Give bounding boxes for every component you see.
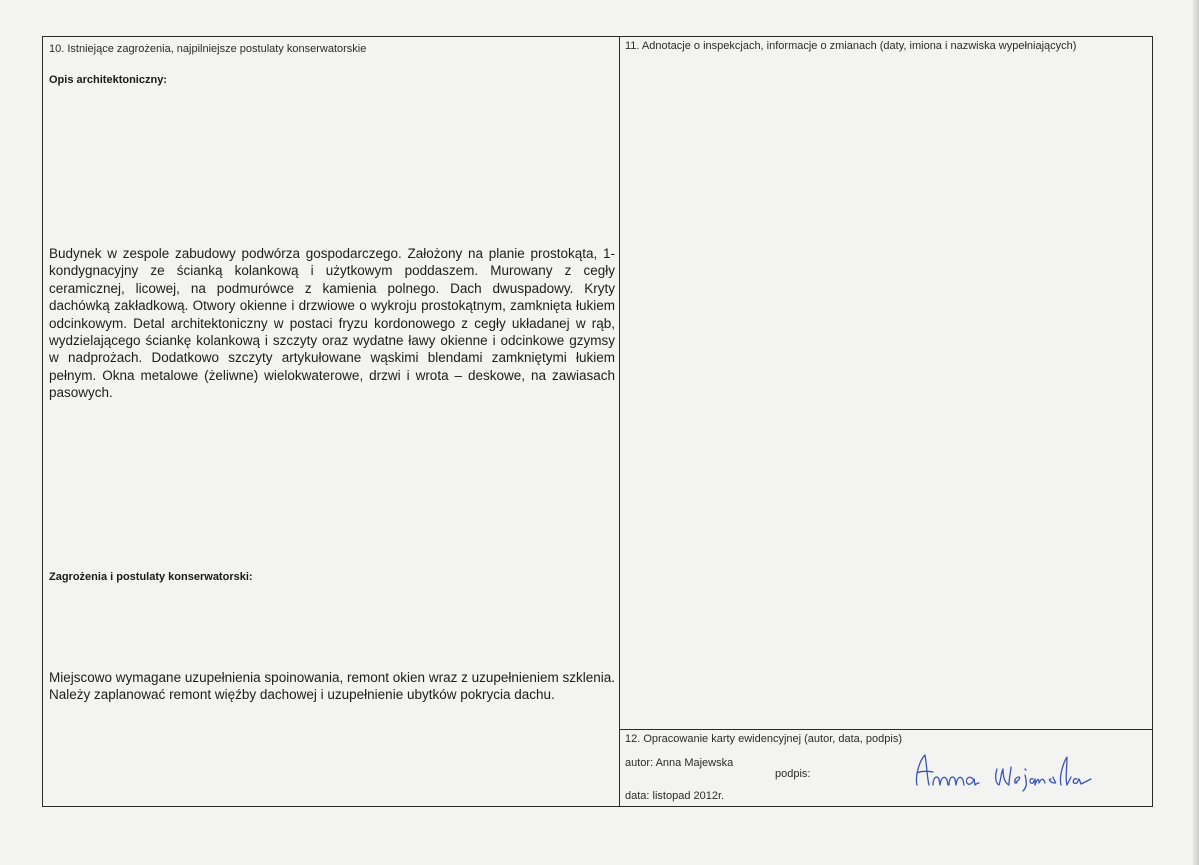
section-11 — [625, 37, 1149, 727]
section-11-label: 11. Adnotacje o inspekcjach, informacje o zmianach (daty, imiona i nazwiska wypełniających) — [625, 40, 1077, 52]
column-divider — [619, 37, 620, 806]
page-edge — [1193, 0, 1199, 865]
threats-heading: Zagrożenia i postulaty konserwatorski: — [49, 571, 253, 583]
form-frame — [42, 36, 1153, 807]
date-line: data: listopad 2012r. — [625, 790, 725, 802]
author-line: autor: Anna Majewska — [625, 757, 734, 769]
arch-description-heading: Opis architektoniczny: — [49, 74, 167, 86]
section-12-label: 12. Opracowanie karty ewidencyjnej (autor, data, podpis) — [625, 733, 902, 745]
handwritten-signature — [911, 749, 1101, 793]
section-10 — [49, 37, 615, 806]
section-12 — [625, 731, 1149, 807]
arch-description-text: Budynek w zespole zabudowy podwórza gospodarczego. Założony na planie prostokąta, 1-kondygnacyjny ze ścianką kolankową i użytkowym poddaszem. Murowany z cegły ceramicznej, licowej, na podmurówce z kamienia polnego. Dach dwuspadowy. Kryty dachówką zakładkową. Otwory okienne i drzwiowe o wykroju prostokątnym, zamknięta łukiem odcinkowym. Detal architektoniczny w postaci fryzu kordonowego z cegły układanej w rąb, wydzielającego ściankę kolankową i szczyty oraz wydatne ławy okienne i odcinkowe gzymsy w nadprożach. Dodatkowo szczyty artykułowane wąskimi blendami zamkniętymi łukiem pełnym. Okna metalowe (żeliwne) wielokwaterowe, drzwi i wrota – deskowe, na zawiasach pasowych. — [49, 246, 615, 401]
section-10-label: 10. Istniejące zagrożenia, najpilniejsze postulaty konserwatorskie — [49, 43, 367, 55]
signature-label: podpis: — [775, 768, 811, 780]
section-divider — [619, 729, 1153, 730]
threats-text: Miejscowo wymagane uzupełnienia spoinowania, remont okien wraz z uzupełnieniem szklenia. Należy zaplanować remont więźby dachowej i uzupełnienie ubytków pokrycia dachu. — [49, 670, 615, 703]
